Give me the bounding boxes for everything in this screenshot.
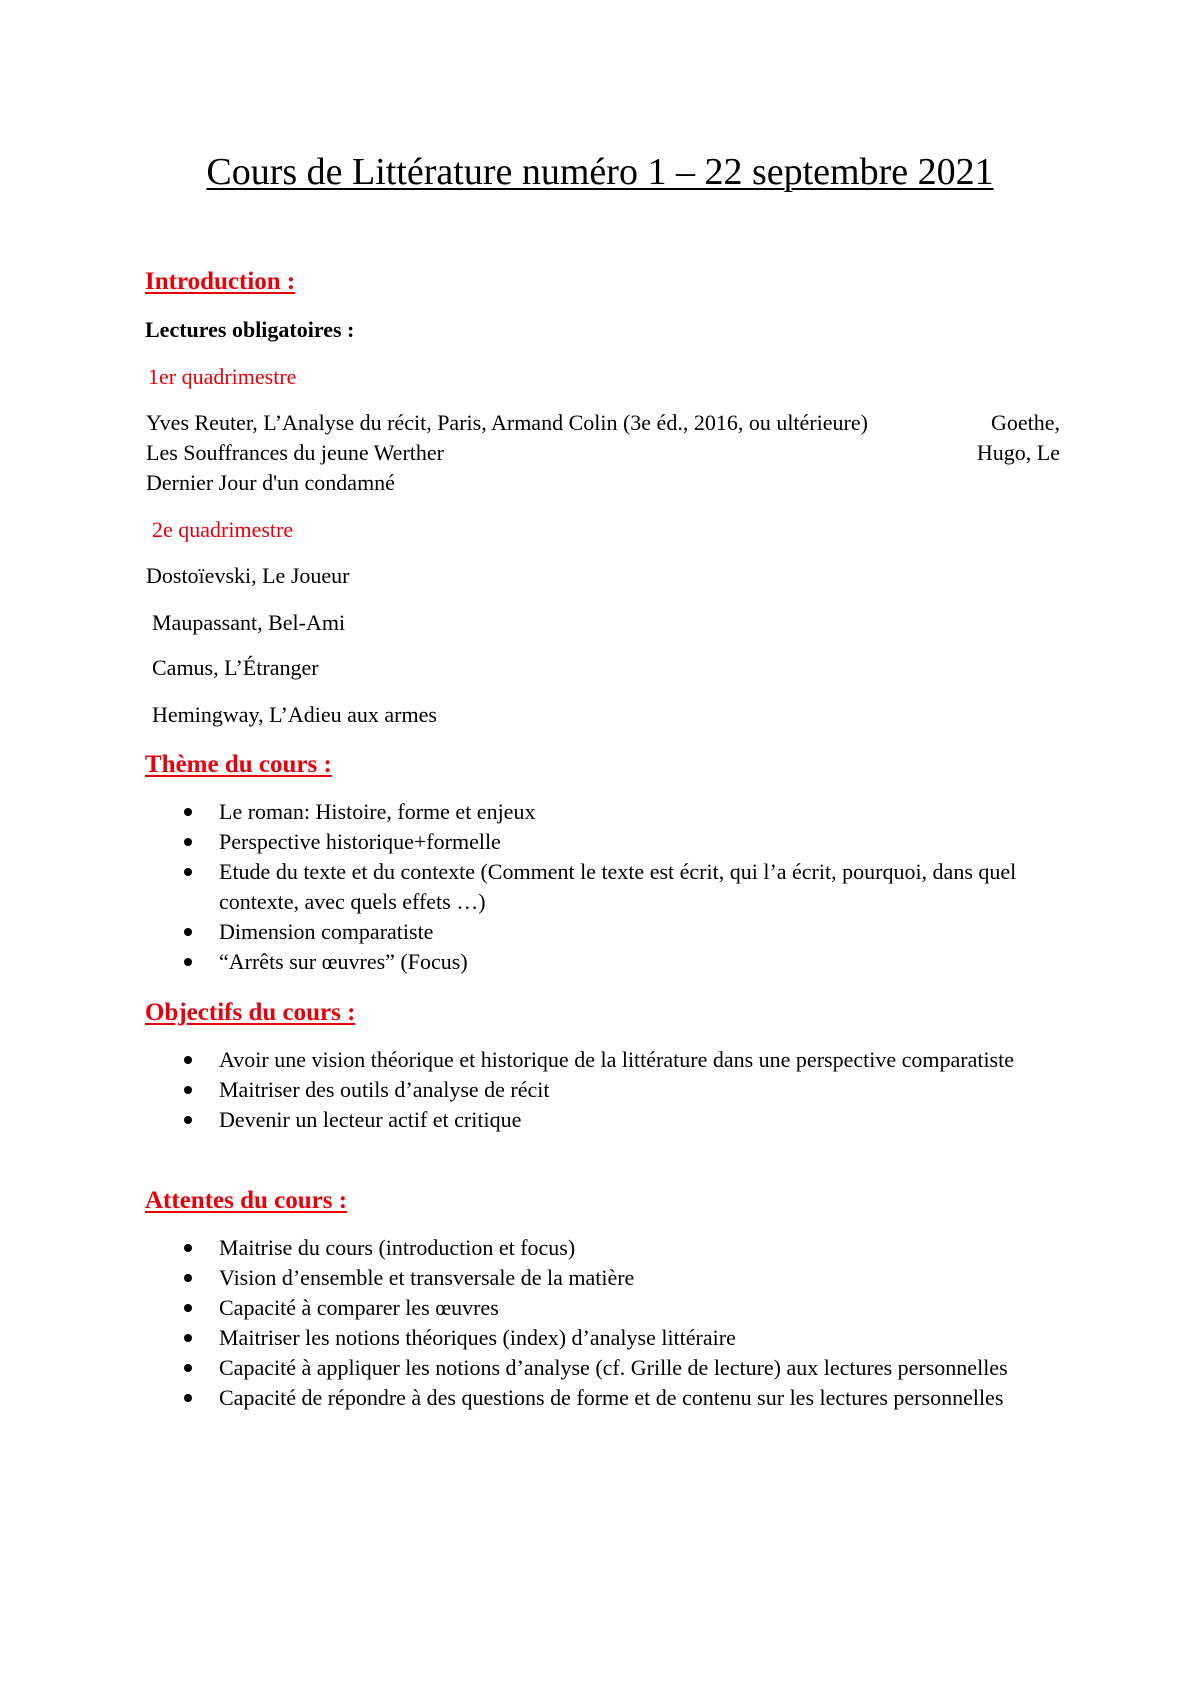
list-item: Perspective historique+formelle [145,827,1075,857]
bullet-icon [184,868,192,876]
introduction-heading: Introduction : [145,268,296,295]
list-item: Vision d’ensemble et transversale de la matière [145,1263,1075,1293]
reading-line-right: Goethe, [990,410,1060,435]
required-readings-label: Lectures obligatoires : [145,317,355,342]
bullet-icon [184,1304,192,1312]
list-item: Maitrise du cours (introduction et focus) [145,1233,1075,1263]
bullet-icon [184,958,192,966]
bullet-icon [184,838,192,846]
reading-item: Dostoïevski, Le Joueur [146,563,350,588]
document-title: Cours de Littérature numéro 1 – 22 septembre 2021 [206,151,994,193]
objectives-heading: Objectifs du cours : [145,999,356,1026]
expectations-heading: Attentes du cours : [145,1187,348,1214]
theme-list [145,797,1075,977]
reading-line: Dernier Jour d'un condamné [146,470,395,495]
reading-line: Les Souffrances du jeune Werther [146,440,444,465]
list-item: Capacité à comparer les œuvres [145,1293,1075,1323]
reading-item: Maupassant, Bel-Ami [152,610,346,635]
reading-item: Camus, L’Étranger [152,655,319,680]
list-item: Devenir un lecteur actif et critique [145,1105,1075,1135]
list-item: Capacité à appliquer les notions d’analyse (cf. Grille de lecture) aux lectures personnelles [145,1353,1075,1383]
objectives-list [145,1045,1075,1135]
bullet-icon [184,1056,192,1064]
bullet-icon [184,1244,192,1252]
bullet-icon [184,1334,192,1342]
bullet-icon [184,1364,192,1372]
list-item: Avoir une vision théorique et historique de la littérature dans une perspective comparatiste [145,1045,1075,1075]
list-item: “Arrêts sur œuvres” (Focus) [145,947,1075,977]
reading-line: Yves Reuter, L’Analyse du récit, Paris, Armand Colin (3e éd., 2016, ou ultérieure) [146,410,868,435]
bullet-icon [184,1086,192,1094]
bullet-icon [184,928,192,936]
list-item: Maitriser des outils d’analyse de récit [145,1075,1075,1105]
theme-heading: Thème du cours : [145,751,332,778]
bullet-icon [184,1116,192,1124]
bullet-icon [184,808,192,816]
list-item: Dimension comparatiste [145,917,1075,947]
reading-line-right: Hugo, Le [976,440,1060,465]
list-item: Le roman: Histoire, forme et enjeux [145,797,1075,827]
bullet-icon [184,1394,192,1402]
bullet-icon [184,1274,192,1282]
list-item: Capacité de répondre à des questions de forme et de contenu sur les lectures personnelles [145,1383,1075,1413]
list-item: Maitriser les notions théoriques (index) d’analyse littéraire [145,1323,1075,1353]
first-term-label: 1er quadrimestre [148,364,297,389]
second-term-label: 2e quadrimestre [152,517,294,542]
list-item: Etude du texte et du contexte (Comment le texte est écrit, qui l’a écrit, pourquoi, dans quel contexte, avec quels effets …) [145,857,1075,917]
reading-item: Hemingway, L’Adieu aux armes [152,702,437,727]
expectations-list [145,1233,1075,1413]
